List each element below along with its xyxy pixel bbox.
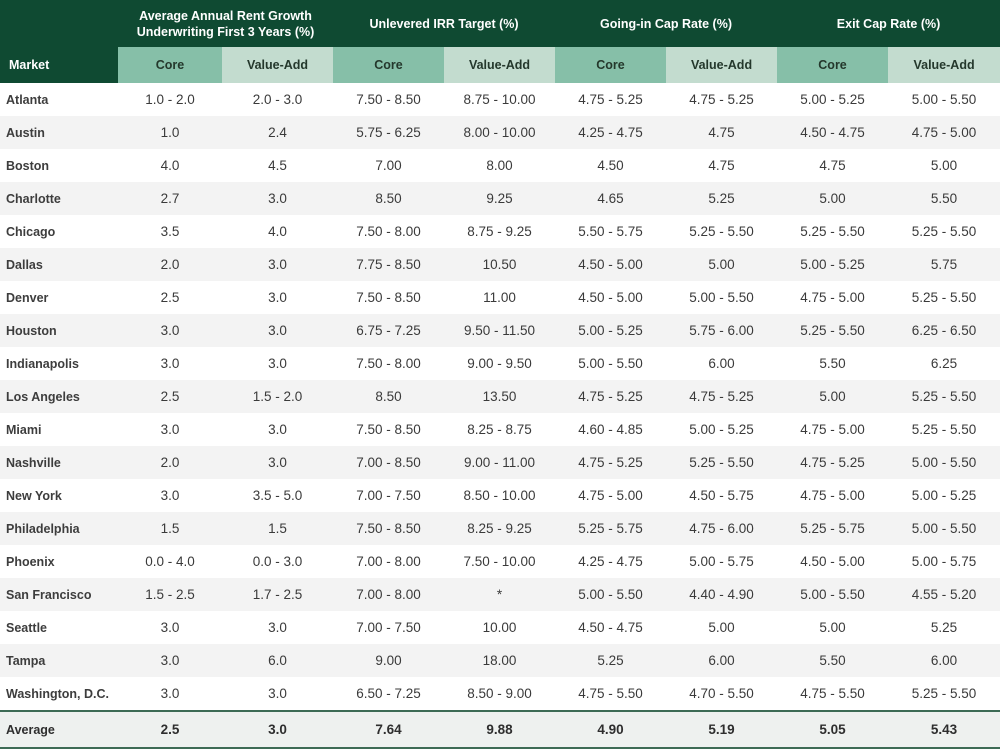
market-name: Dallas (0, 248, 118, 281)
value-cell: 0.0 - 3.0 (222, 545, 333, 578)
value-cell: 5.00 (777, 380, 888, 413)
market-name: Houston (0, 314, 118, 347)
value-cell: 5.25 (666, 182, 777, 215)
value-cell: 5.25 - 5.50 (888, 677, 1000, 711)
average-cell: 7.64 (333, 711, 444, 748)
value-cell: 4.50 - 4.75 (555, 611, 666, 644)
value-cell: 4.60 - 4.85 (555, 413, 666, 446)
value-cell: 6.00 (888, 644, 1000, 677)
value-cell: 4.75 - 5.00 (777, 413, 888, 446)
core-column-header: Core (555, 47, 666, 83)
value-add-column-header: Value-Add (222, 47, 333, 83)
table-body (0, 83, 1000, 711)
value-cell: 5.00 - 5.50 (555, 347, 666, 380)
value-cell: 3.0 (118, 479, 222, 512)
value-cell: 4.25 - 4.75 (555, 545, 666, 578)
value-cell: 8.75 - 9.25 (444, 215, 555, 248)
value-cell: 4.50 - 5.75 (666, 479, 777, 512)
value-cell: 18.00 (444, 644, 555, 677)
group-header-rent-growth: Average Annual Rent Growth Underwriting First 3 Years (%) (118, 0, 333, 47)
value-cell: 8.25 - 8.75 (444, 413, 555, 446)
table-row (0, 479, 1000, 512)
value-cell: 4.75 - 5.00 (888, 116, 1000, 149)
value-cell: 4.55 - 5.20 (888, 578, 1000, 611)
value-cell: 5.00 - 5.75 (666, 545, 777, 578)
value-cell: 1.5 (222, 512, 333, 545)
value-cell: 7.75 - 8.50 (333, 248, 444, 281)
value-cell: 5.00 - 5.50 (888, 446, 1000, 479)
market-column-header: Market (0, 47, 118, 83)
value-cell: 0.0 - 4.0 (118, 545, 222, 578)
value-cell: 4.75 - 5.25 (555, 380, 666, 413)
average-cell: 5.19 (666, 711, 777, 748)
group-header-going-in-cap: Going-in Cap Rate (%) (555, 0, 777, 47)
table-row (0, 248, 1000, 281)
value-cell: 6.75 - 7.25 (333, 314, 444, 347)
table-row (0, 611, 1000, 644)
value-cell: 4.65 (555, 182, 666, 215)
value-cell: 4.75 (666, 116, 777, 149)
value-cell: 4.25 - 4.75 (555, 116, 666, 149)
value-cell: 7.50 - 8.00 (333, 347, 444, 380)
value-cell: 10.50 (444, 248, 555, 281)
value-cell: 3.0 (118, 644, 222, 677)
value-cell: 5.00 - 5.25 (555, 314, 666, 347)
value-cell: 5.00 - 5.50 (888, 512, 1000, 545)
value-cell: 2.5 (118, 380, 222, 413)
value-cell: 7.00 - 7.50 (333, 479, 444, 512)
value-cell: 1.5 (118, 512, 222, 545)
value-cell: 3.0 (222, 611, 333, 644)
value-cell: 1.7 - 2.5 (222, 578, 333, 611)
value-cell: 6.0 (222, 644, 333, 677)
value-cell: 6.50 - 7.25 (333, 677, 444, 711)
value-cell: 4.75 - 5.25 (555, 83, 666, 116)
value-cell: 5.00 (777, 611, 888, 644)
value-cell: 5.25 (888, 611, 1000, 644)
value-cell: * (444, 578, 555, 611)
value-cell: 2.5 (118, 281, 222, 314)
value-cell: 4.75 - 5.50 (777, 677, 888, 711)
average-cell: 5.05 (777, 711, 888, 748)
table-row (0, 545, 1000, 578)
value-cell: 5.00 (777, 182, 888, 215)
value-cell: 7.00 - 8.50 (333, 446, 444, 479)
table-row (0, 83, 1000, 116)
value-cell: 5.50 (777, 644, 888, 677)
value-cell: 6.25 (888, 347, 1000, 380)
market-name: Tampa (0, 644, 118, 677)
value-cell: 4.75 (777, 149, 888, 182)
value-cell: 1.5 - 2.5 (118, 578, 222, 611)
value-cell: 4.50 - 4.75 (777, 116, 888, 149)
market-name: Denver (0, 281, 118, 314)
value-cell: 9.50 - 11.50 (444, 314, 555, 347)
value-cell: 4.75 (666, 149, 777, 182)
value-cell: 4.40 - 4.90 (666, 578, 777, 611)
market-name: Washington, D.C. (0, 677, 118, 711)
value-cell: 6.00 (666, 347, 777, 380)
value-cell: 2.4 (222, 116, 333, 149)
value-cell: 5.00 - 5.75 (888, 545, 1000, 578)
value-cell: 5.75 (888, 248, 1000, 281)
value-cell: 8.75 - 10.00 (444, 83, 555, 116)
value-cell: 4.75 - 5.00 (777, 479, 888, 512)
value-cell: 5.25 - 5.75 (777, 512, 888, 545)
value-cell: 3.0 (222, 347, 333, 380)
market-name: Charlotte (0, 182, 118, 215)
value-cell: 5.00 - 5.25 (777, 248, 888, 281)
group-header-exit-cap: Exit Cap Rate (%) (777, 0, 1000, 47)
value-cell: 5.25 - 5.75 (555, 512, 666, 545)
value-cell: 7.00 - 8.00 (333, 578, 444, 611)
core-column-header: Core (777, 47, 888, 83)
value-cell: 7.00 - 8.00 (333, 545, 444, 578)
table-row (0, 380, 1000, 413)
value-add-column-header: Value-Add (444, 47, 555, 83)
value-cell: 5.25 - 5.50 (666, 215, 777, 248)
value-cell: 3.0 (118, 314, 222, 347)
table-row (0, 347, 1000, 380)
value-cell: 5.00 (666, 248, 777, 281)
value-cell: 4.75 - 6.00 (666, 512, 777, 545)
value-cell: 3.0 (222, 182, 333, 215)
value-cell: 2.0 (118, 248, 222, 281)
value-cell: 7.50 - 8.50 (333, 281, 444, 314)
average-cell: 2.5 (118, 711, 222, 748)
market-name: Miami (0, 413, 118, 446)
value-cell: 4.50 - 5.00 (777, 545, 888, 578)
value-cell: 5.00 - 5.50 (555, 578, 666, 611)
market-name: New York (0, 479, 118, 512)
value-cell: 4.75 - 5.25 (666, 83, 777, 116)
value-cell: 5.00 - 5.50 (777, 578, 888, 611)
value-cell: 4.75 - 5.25 (666, 380, 777, 413)
value-cell: 3.0 (222, 314, 333, 347)
average-cell: 3.0 (222, 711, 333, 748)
value-cell: 4.0 (222, 215, 333, 248)
value-cell: 4.70 - 5.50 (666, 677, 777, 711)
value-cell: 3.0 (118, 413, 222, 446)
value-cell: 5.25 - 5.50 (888, 413, 1000, 446)
market-name: Indianapolis (0, 347, 118, 380)
group-header-row (0, 0, 1000, 47)
value-cell: 8.25 - 9.25 (444, 512, 555, 545)
value-cell: 7.50 - 10.00 (444, 545, 555, 578)
table-row (0, 215, 1000, 248)
core-column-header: Core (118, 47, 222, 83)
market-name: Chicago (0, 215, 118, 248)
value-cell: 5.25 - 5.50 (888, 215, 1000, 248)
value-add-column-header: Value-Add (666, 47, 777, 83)
value-cell: 10.00 (444, 611, 555, 644)
value-cell: 4.75 - 5.25 (555, 446, 666, 479)
value-cell: 3.0 (222, 281, 333, 314)
average-cell: 4.90 (555, 711, 666, 748)
value-cell: 5.25 (555, 644, 666, 677)
average-cell: 9.88 (444, 711, 555, 748)
table-header (0, 0, 1000, 83)
value-cell: 3.0 (222, 413, 333, 446)
value-cell: 5.00 - 5.50 (888, 83, 1000, 116)
value-cell: 9.25 (444, 182, 555, 215)
value-cell: 3.5 - 5.0 (222, 479, 333, 512)
value-cell: 5.00 - 5.25 (888, 479, 1000, 512)
value-cell: 5.75 - 6.25 (333, 116, 444, 149)
table-row (0, 413, 1000, 446)
value-cell: 9.00 (333, 644, 444, 677)
value-cell: 6.00 (666, 644, 777, 677)
value-cell: 7.50 - 8.00 (333, 215, 444, 248)
table-footer (0, 711, 1000, 748)
value-cell: 7.50 - 8.50 (333, 83, 444, 116)
core-column-header: Core (333, 47, 444, 83)
table-row (0, 677, 1000, 711)
table-row (0, 512, 1000, 545)
table-row (0, 314, 1000, 347)
value-cell: 1.0 - 2.0 (118, 83, 222, 116)
value-cell: 9.00 - 11.00 (444, 446, 555, 479)
value-cell: 3.0 (222, 677, 333, 711)
value-cell: 11.00 (444, 281, 555, 314)
market-name: San Francisco (0, 578, 118, 611)
table-row (0, 149, 1000, 182)
value-cell: 2.0 (118, 446, 222, 479)
value-cell: 5.00 (666, 611, 777, 644)
value-add-column-header: Value-Add (888, 47, 1000, 83)
value-cell: 4.0 (118, 149, 222, 182)
table-row (0, 446, 1000, 479)
value-cell: 5.00 - 5.50 (666, 281, 777, 314)
value-cell: 8.00 (444, 149, 555, 182)
group-header-irr-target: Unlevered IRR Target (%) (333, 0, 555, 47)
value-cell: 4.50 (555, 149, 666, 182)
value-cell: 2.0 - 3.0 (222, 83, 333, 116)
market-name: Boston (0, 149, 118, 182)
value-cell: 3.0 (118, 611, 222, 644)
market-name: Seattle (0, 611, 118, 644)
value-cell: 5.50 - 5.75 (555, 215, 666, 248)
value-cell: 3.0 (222, 248, 333, 281)
value-cell: 5.00 - 5.25 (777, 83, 888, 116)
average-label: Average (0, 711, 118, 748)
value-cell: 5.50 (777, 347, 888, 380)
value-cell: 5.50 (888, 182, 1000, 215)
value-cell: 7.50 - 8.50 (333, 512, 444, 545)
value-cell: 5.00 - 5.25 (666, 413, 777, 446)
table-row (0, 116, 1000, 149)
value-cell: 8.50 - 9.00 (444, 677, 555, 711)
value-cell: 5.25 - 5.50 (777, 215, 888, 248)
value-cell: 4.75 - 5.00 (555, 479, 666, 512)
table-row (0, 644, 1000, 677)
market-name: Nashville (0, 446, 118, 479)
table-row (0, 578, 1000, 611)
value-cell: 3.5 (118, 215, 222, 248)
market-name: Philadelphia (0, 512, 118, 545)
value-cell: 8.50 (333, 182, 444, 215)
value-cell: 4.5 (222, 149, 333, 182)
table-row (0, 281, 1000, 314)
value-cell: 2.7 (118, 182, 222, 215)
average-cell: 5.43 (888, 711, 1000, 748)
value-cell: 5.75 - 6.00 (666, 314, 777, 347)
value-cell: 9.00 - 9.50 (444, 347, 555, 380)
value-cell: 5.25 - 5.50 (888, 380, 1000, 413)
table-row (0, 182, 1000, 215)
market-name: Los Angeles (0, 380, 118, 413)
value-cell: 1.5 - 2.0 (222, 380, 333, 413)
value-cell: 4.50 - 5.00 (555, 281, 666, 314)
value-cell: 8.00 - 10.00 (444, 116, 555, 149)
value-cell: 6.25 - 6.50 (888, 314, 1000, 347)
value-cell: 5.00 (888, 149, 1000, 182)
value-cell: 4.75 - 5.50 (555, 677, 666, 711)
value-cell: 1.0 (118, 116, 222, 149)
value-cell: 5.25 - 5.50 (777, 314, 888, 347)
market-name: Phoenix (0, 545, 118, 578)
market-name: Atlanta (0, 83, 118, 116)
group-header-blank (0, 0, 118, 47)
value-cell: 4.75 - 5.25 (777, 446, 888, 479)
value-cell: 5.25 - 5.50 (888, 281, 1000, 314)
value-cell: 7.50 - 8.50 (333, 413, 444, 446)
value-cell: 5.25 - 5.50 (666, 446, 777, 479)
value-cell: 7.00 (333, 149, 444, 182)
value-cell: 8.50 - 10.00 (444, 479, 555, 512)
value-cell: 3.0 (222, 446, 333, 479)
value-cell: 13.50 (444, 380, 555, 413)
value-cell: 4.50 - 5.00 (555, 248, 666, 281)
value-cell: 7.00 - 7.50 (333, 611, 444, 644)
average-row (0, 711, 1000, 748)
value-cell: 4.75 - 5.00 (777, 281, 888, 314)
value-cell: 3.0 (118, 677, 222, 711)
market-name: Austin (0, 116, 118, 149)
value-cell: 8.50 (333, 380, 444, 413)
value-cell: 3.0 (118, 347, 222, 380)
sub-header-row (0, 47, 1000, 83)
